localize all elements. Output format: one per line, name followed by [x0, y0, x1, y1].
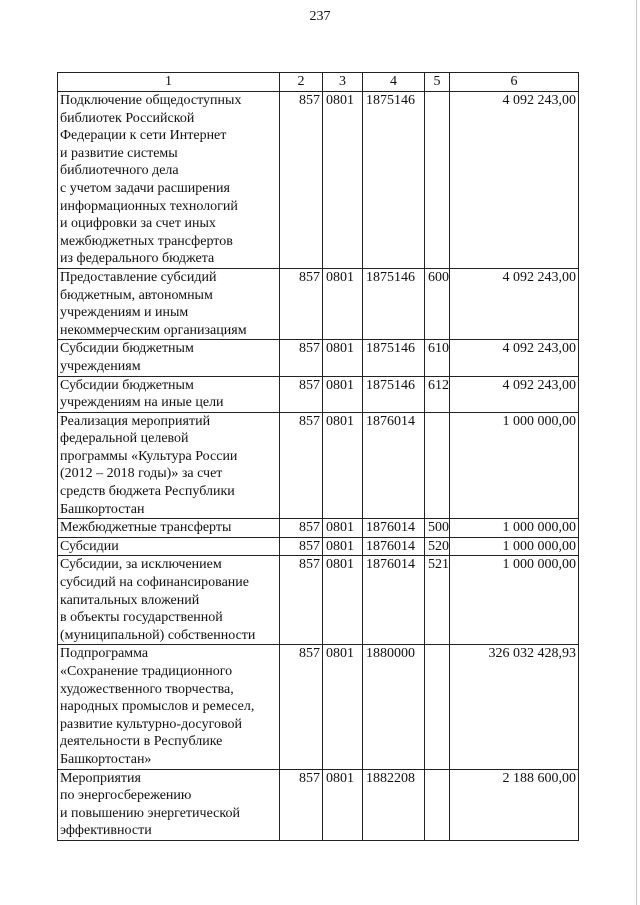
row-name: Субсидии, за исключением субсидий на софинансирование капитальных вложений в объекты государственной (муниципальной) собственности [58, 556, 280, 645]
row-amount: 2 188 600,00 [450, 769, 579, 840]
row-section-code: 0801 [323, 92, 363, 269]
table-row [58, 519, 579, 538]
row-name: Мероприятия по энергосбережению и повышению энергетической эффективности [58, 769, 280, 840]
row-expense-type: 612 [425, 376, 450, 412]
row-name: Подпрограмма «Сохранение традиционного художественного творчества, народных промыслов и ремесел, развитие культурно-досуговой деятельности в Республике Башкортостан» [58, 645, 280, 769]
row-target-code: 1876014 [363, 556, 425, 645]
row-expense-type [425, 412, 450, 519]
row-section-code: 0801 [323, 519, 363, 538]
row-ministry-code: 857 [280, 92, 323, 269]
row-name: Субсидии бюджетным учреждениям [58, 340, 280, 376]
column-header-1: 1 [58, 73, 280, 92]
column-header-3: 3 [323, 73, 363, 92]
column-header-2: 2 [280, 73, 323, 92]
row-amount: 326 032 428,93 [450, 645, 579, 769]
row-amount: 1 000 000,00 [450, 519, 579, 538]
table-row [58, 92, 579, 269]
row-expense-type [425, 645, 450, 769]
row-section-code: 0801 [323, 268, 363, 339]
row-name: Предоставление субсидий бюджетным, автономным учреждениям и иным некоммерческим организациям [58, 268, 280, 339]
row-name: Субсидии [58, 537, 280, 556]
row-section-code: 0801 [323, 769, 363, 840]
row-section-code: 0801 [323, 340, 363, 376]
row-ministry-code: 857 [280, 519, 323, 538]
table-header-row [58, 73, 579, 92]
row-ministry-code: 857 [280, 376, 323, 412]
row-ministry-code: 857 [280, 645, 323, 769]
row-name: Межбюджетные трансферты [58, 519, 280, 538]
table-row [58, 268, 579, 339]
row-section-code: 0801 [323, 645, 363, 769]
row-expense-type: 600 [425, 268, 450, 339]
table-row [58, 556, 579, 645]
row-target-code: 1882208 [363, 769, 425, 840]
row-target-code: 1875146 [363, 268, 425, 339]
row-amount: 1 000 000,00 [450, 412, 579, 519]
row-section-code: 0801 [323, 412, 363, 519]
table-row [58, 412, 579, 519]
table-row [58, 769, 579, 840]
scan-edge-line [636, 0, 637, 905]
row-expense-type: 610 [425, 340, 450, 376]
row-amount: 4 092 243,00 [450, 268, 579, 339]
row-target-code: 1875146 [363, 376, 425, 412]
row-expense-type: 500 [425, 519, 450, 538]
table-row [58, 537, 579, 556]
row-amount: 4 092 243,00 [450, 340, 579, 376]
column-header-5: 5 [425, 73, 450, 92]
row-target-code: 1876014 [363, 537, 425, 556]
table-body [58, 92, 579, 841]
row-amount: 1 000 000,00 [450, 537, 579, 556]
row-expense-type [425, 769, 450, 840]
row-expense-type: 520 [425, 537, 450, 556]
row-ministry-code: 857 [280, 268, 323, 339]
row-target-code: 1880000 [363, 645, 425, 769]
row-section-code: 0801 [323, 537, 363, 556]
row-target-code: 1876014 [363, 412, 425, 519]
row-target-code: 1875146 [363, 340, 425, 376]
row-ministry-code: 857 [280, 412, 323, 519]
row-section-code: 0801 [323, 376, 363, 412]
row-ministry-code: 857 [280, 556, 323, 645]
page-number: 237 [309, 9, 331, 24]
row-ministry-code: 857 [280, 769, 323, 840]
row-target-code: 1875146 [363, 92, 425, 269]
column-header-6: 6 [450, 73, 579, 92]
row-expense-type: 521 [425, 556, 450, 645]
row-expense-type [425, 92, 450, 269]
row-ministry-code: 857 [280, 537, 323, 556]
row-ministry-code: 857 [280, 340, 323, 376]
row-name: Подключение общедоступных библиотек Российской Федерации к сети Интернет и развитие системы библиотечного дела с учетом задачи расширения информационных технологий и оцифровки за счет иных межбюджетных трансфертов из федерального бюджета [58, 92, 280, 269]
row-name: Реализация мероприятий федеральной целевой программы «Культура России (2012 – 2018 годы)» за счет средств бюджета Республики Башкортостан [58, 412, 280, 519]
column-header-4: 4 [363, 73, 425, 92]
table-row [58, 376, 579, 412]
row-amount: 1 000 000,00 [450, 556, 579, 645]
budget-table [57, 72, 579, 841]
row-section-code: 0801 [323, 556, 363, 645]
row-name: Субсидии бюджетным учреждениям на иные цели [58, 376, 280, 412]
table-row [58, 340, 579, 376]
row-target-code: 1876014 [363, 519, 425, 538]
table-row [58, 645, 579, 769]
row-amount: 4 092 243,00 [450, 376, 579, 412]
row-amount: 4 092 243,00 [450, 92, 579, 269]
